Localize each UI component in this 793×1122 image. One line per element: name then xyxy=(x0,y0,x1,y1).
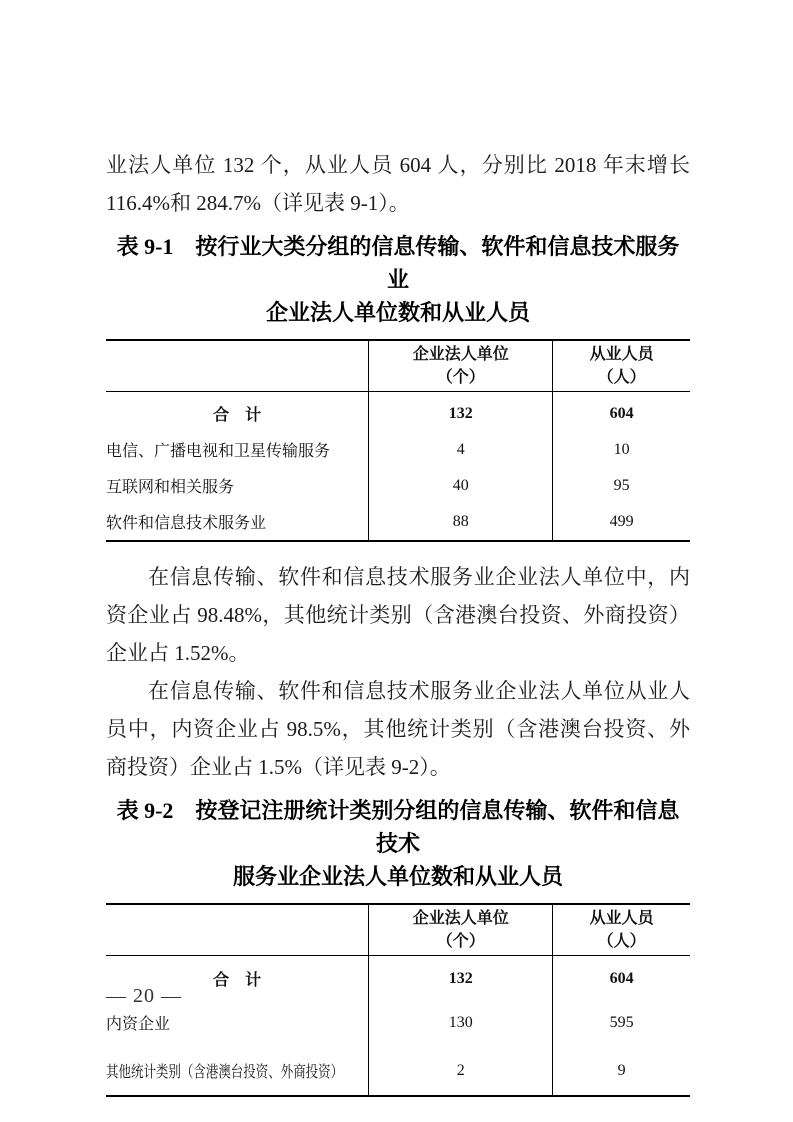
paragraph-units-share: 在信息传输、软件和信息技术服务业企业法人单位中，内资企业占 98.48%，其他统计类别（含港澳台投资、外商投资）企业占 1.52%。 xyxy=(106,565,690,665)
table1-total-label: 合 计 xyxy=(213,407,262,424)
table2-row2-label-text: 其他统计类别（含港澳台投资、外商投资） xyxy=(106,1064,344,1081)
table1-header-units-line1: 企业法人单位 xyxy=(412,346,509,363)
table2-title xyxy=(106,794,690,893)
table1-header-units xyxy=(369,340,553,392)
table2-row1-persons: 595 xyxy=(553,999,690,1047)
table2-header-persons-line1: 从业人员 xyxy=(589,910,654,927)
table1-title xyxy=(106,230,690,329)
table2-row2-units: 2 xyxy=(369,1047,553,1096)
paragraph-persons-share: 在信息传输、软件和信息技术服务业企业法人单位从业人员中，内资企业占 98.5%，其他统计类别（含港澳台投资、外商投资）企业占 1.5%（详见表 9-2）。 xyxy=(106,679,690,779)
table2-total-persons: 604 xyxy=(553,956,690,1000)
table1-row2-units: 40 xyxy=(369,468,553,504)
table-row xyxy=(106,999,690,1047)
table2-row2-persons: 9 xyxy=(553,1047,690,1096)
table-row xyxy=(106,468,690,504)
table1-row2-persons: 95 xyxy=(553,468,690,504)
table1-row3-label: 软件和信息技术服务业 xyxy=(106,515,267,532)
table2-total-label: 合 计 xyxy=(213,972,262,989)
table2-header-stub xyxy=(106,904,369,956)
table1-total-persons: 604 xyxy=(553,392,690,433)
table1-header-persons xyxy=(553,340,690,392)
table2-header-units-line1: 企业法人单位 xyxy=(412,910,509,927)
table1-header-persons-line2: （人） xyxy=(597,369,646,386)
table2-row2-label xyxy=(106,1047,369,1096)
table1-header-stub xyxy=(106,340,369,392)
table2-header-row xyxy=(106,904,690,956)
table1-row3-persons: 499 xyxy=(553,504,690,541)
table1-row1-persons: 10 xyxy=(553,432,690,468)
table2-header-persons-line2: （人） xyxy=(597,933,646,950)
table2-title-line2: 服务业企业法人单位数和从业人员 xyxy=(232,864,563,889)
table1-row2-label: 互联网和相关服务 xyxy=(106,479,235,496)
table2-total-units: 132 xyxy=(369,956,553,1000)
table1-row1-units: 4 xyxy=(369,432,553,468)
table2-row1-label: 内资企业 xyxy=(106,1016,171,1033)
table1-header-row xyxy=(106,340,690,392)
page-content xyxy=(106,146,690,1097)
paragraph-continued: 业法人单位 132 个，从业人员 604 人，分别比 2018 年末增长 116.4%和 284.7%（详见表 9-1）。 xyxy=(106,153,690,215)
table1-title-line2: 企业法人单位数和从业人员 xyxy=(265,300,530,325)
table1-header-units-line2: （个） xyxy=(436,369,485,386)
table1-title-line1: 表 9-1 按行业大类分组的信息传输、软件和信息技术服务业 xyxy=(116,234,680,292)
table-row xyxy=(106,432,690,468)
page-number: — 20 — xyxy=(106,985,182,1007)
table1-total-row xyxy=(106,392,690,433)
table1-total-units: 132 xyxy=(369,392,553,433)
table1-row3-units: 88 xyxy=(369,504,553,541)
table2-total-row xyxy=(106,956,690,1000)
table-row xyxy=(106,504,690,541)
table1 xyxy=(106,339,690,542)
table2-header-units-line2: （个） xyxy=(436,933,485,950)
table2-row1-units: 130 xyxy=(369,999,553,1047)
table2 xyxy=(106,903,690,1097)
table2-header-persons xyxy=(553,904,690,956)
table1-row1-label: 电信、广播电视和卫星传输服务 xyxy=(106,443,331,460)
table2-header-units xyxy=(369,904,553,956)
table2-title-line1: 表 9-2 按登记注册统计类别分组的信息传输、软件和信息技术 xyxy=(116,798,680,856)
table-row xyxy=(106,1047,690,1096)
table1-header-persons-line1: 从业人员 xyxy=(589,346,654,363)
